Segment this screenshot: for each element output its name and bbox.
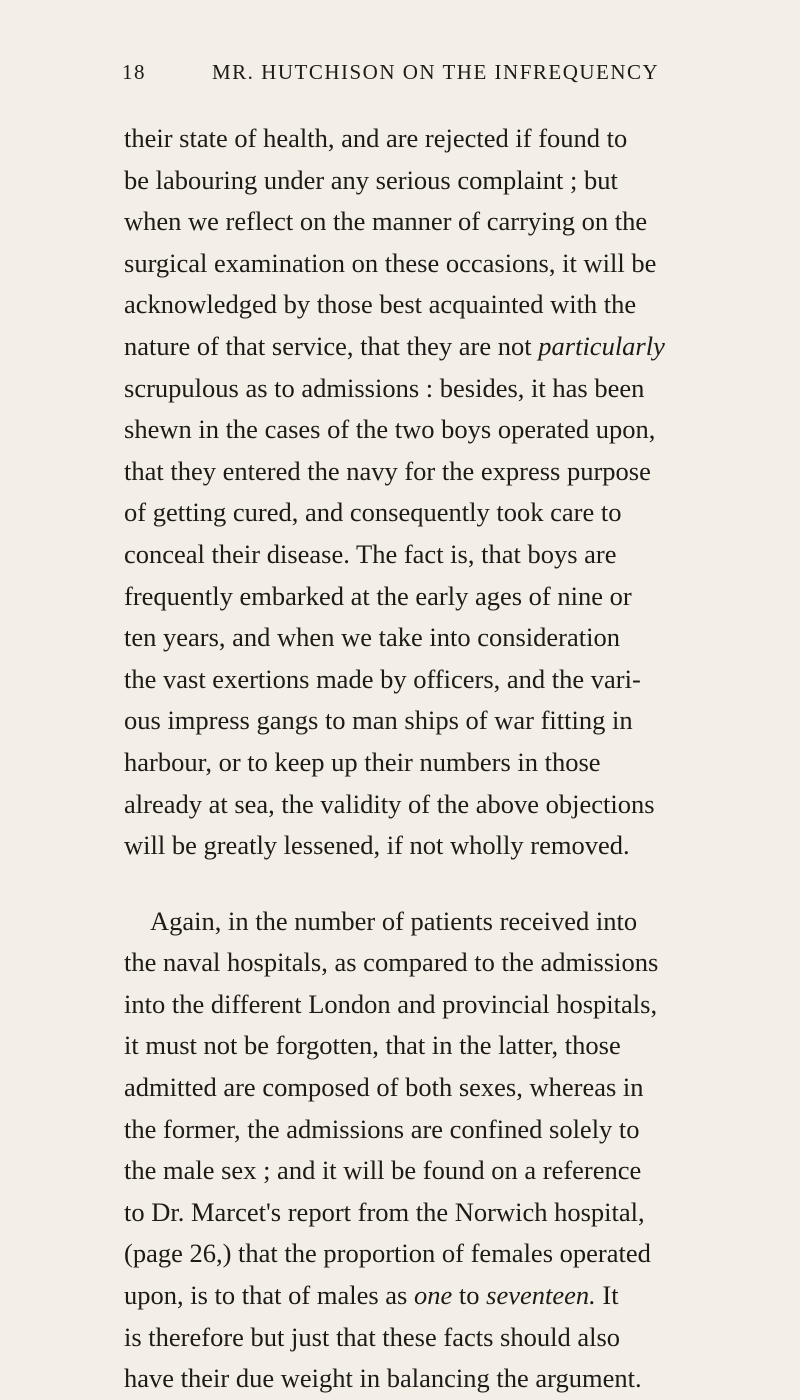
paragraph-spacer — [124, 867, 764, 901]
text-line: frequently embarked at the early ages of nine or — [124, 580, 632, 611]
text-line: have their due weight in balancing the argument. — [124, 1363, 642, 1394]
text-line: ous impress gangs to man ships of war fitting in — [124, 705, 633, 736]
text-line: their state of health, and are rejected if found to — [124, 123, 628, 153]
text-line: that they entered the navy for the express purpose — [124, 455, 651, 486]
italic-word: one — [414, 1280, 453, 1311]
text-line: be labouring under any serious complaint ; but — [124, 164, 618, 195]
italic-word: particularly — [538, 330, 665, 361]
text-line: admitted are composed of both sexes, whereas in — [124, 1072, 644, 1103]
text-line — [124, 1275, 764, 1317]
text-line: (page 26,) that the proportion of females operated — [124, 1238, 651, 1269]
text-line: scrupulous as to admissions : besides, it has been — [124, 372, 645, 403]
text-line: of getting cured, and consequently took care to — [124, 497, 622, 528]
body-text — [124, 118, 764, 1400]
text-line: will be greatly lessened, if not wholly removed. — [124, 830, 630, 861]
running-title: MR. HUTCHISON ON THE INFREQUENCY — [212, 60, 660, 84]
text-line — [124, 326, 764, 368]
text-run: It — [602, 1280, 619, 1311]
text-line: it must not be forgotten, that in the latter, those — [124, 1030, 621, 1061]
text-line: when we reflect on the manner of carrying on the — [124, 206, 648, 237]
running-head — [122, 60, 762, 92]
text-line: surgical examination on these occasions, it will be — [124, 247, 657, 278]
text-line: already at sea, the validity of the above objections — [124, 788, 655, 819]
paragraph — [124, 901, 764, 1400]
text-line: shewn in the cases of the two boys operated upon, — [124, 414, 656, 445]
text-line: harbour, or to keep up their numbers in those — [124, 746, 601, 777]
text-run: to — [458, 1280, 480, 1311]
page-number: 18 — [122, 60, 146, 84]
text-line: acknowledged by those best acquainted with the — [124, 289, 637, 320]
italic-word: seventeen. — [486, 1280, 596, 1311]
text-line: to Dr. Marcet's report from the Norwich hospital, — [124, 1196, 645, 1227]
text-line: is therefore but just that these facts should also — [124, 1321, 621, 1352]
text-line: conceal their disease. The fact is, that boys are — [124, 538, 617, 569]
paragraph — [124, 118, 764, 867]
text-line: the vast exertions made by officers, and the vari- — [124, 663, 641, 694]
text-line: Again, in the number of patients received into — [150, 905, 638, 936]
text-line: the former, the admissions are confined solely to — [124, 1113, 640, 1144]
text-run: upon, is to that of males as — [124, 1280, 408, 1311]
text-line: the male sex ; and it will be found on a reference — [124, 1155, 642, 1186]
text-run: nature of that service, that they are not — [124, 330, 532, 361]
text-line: the naval hospitals, as compared to the admissions — [124, 947, 659, 978]
text-line: into the different London and provincial hospitals, — [124, 988, 658, 1019]
text-line: ten years, and when we take into consideration — [124, 622, 620, 653]
